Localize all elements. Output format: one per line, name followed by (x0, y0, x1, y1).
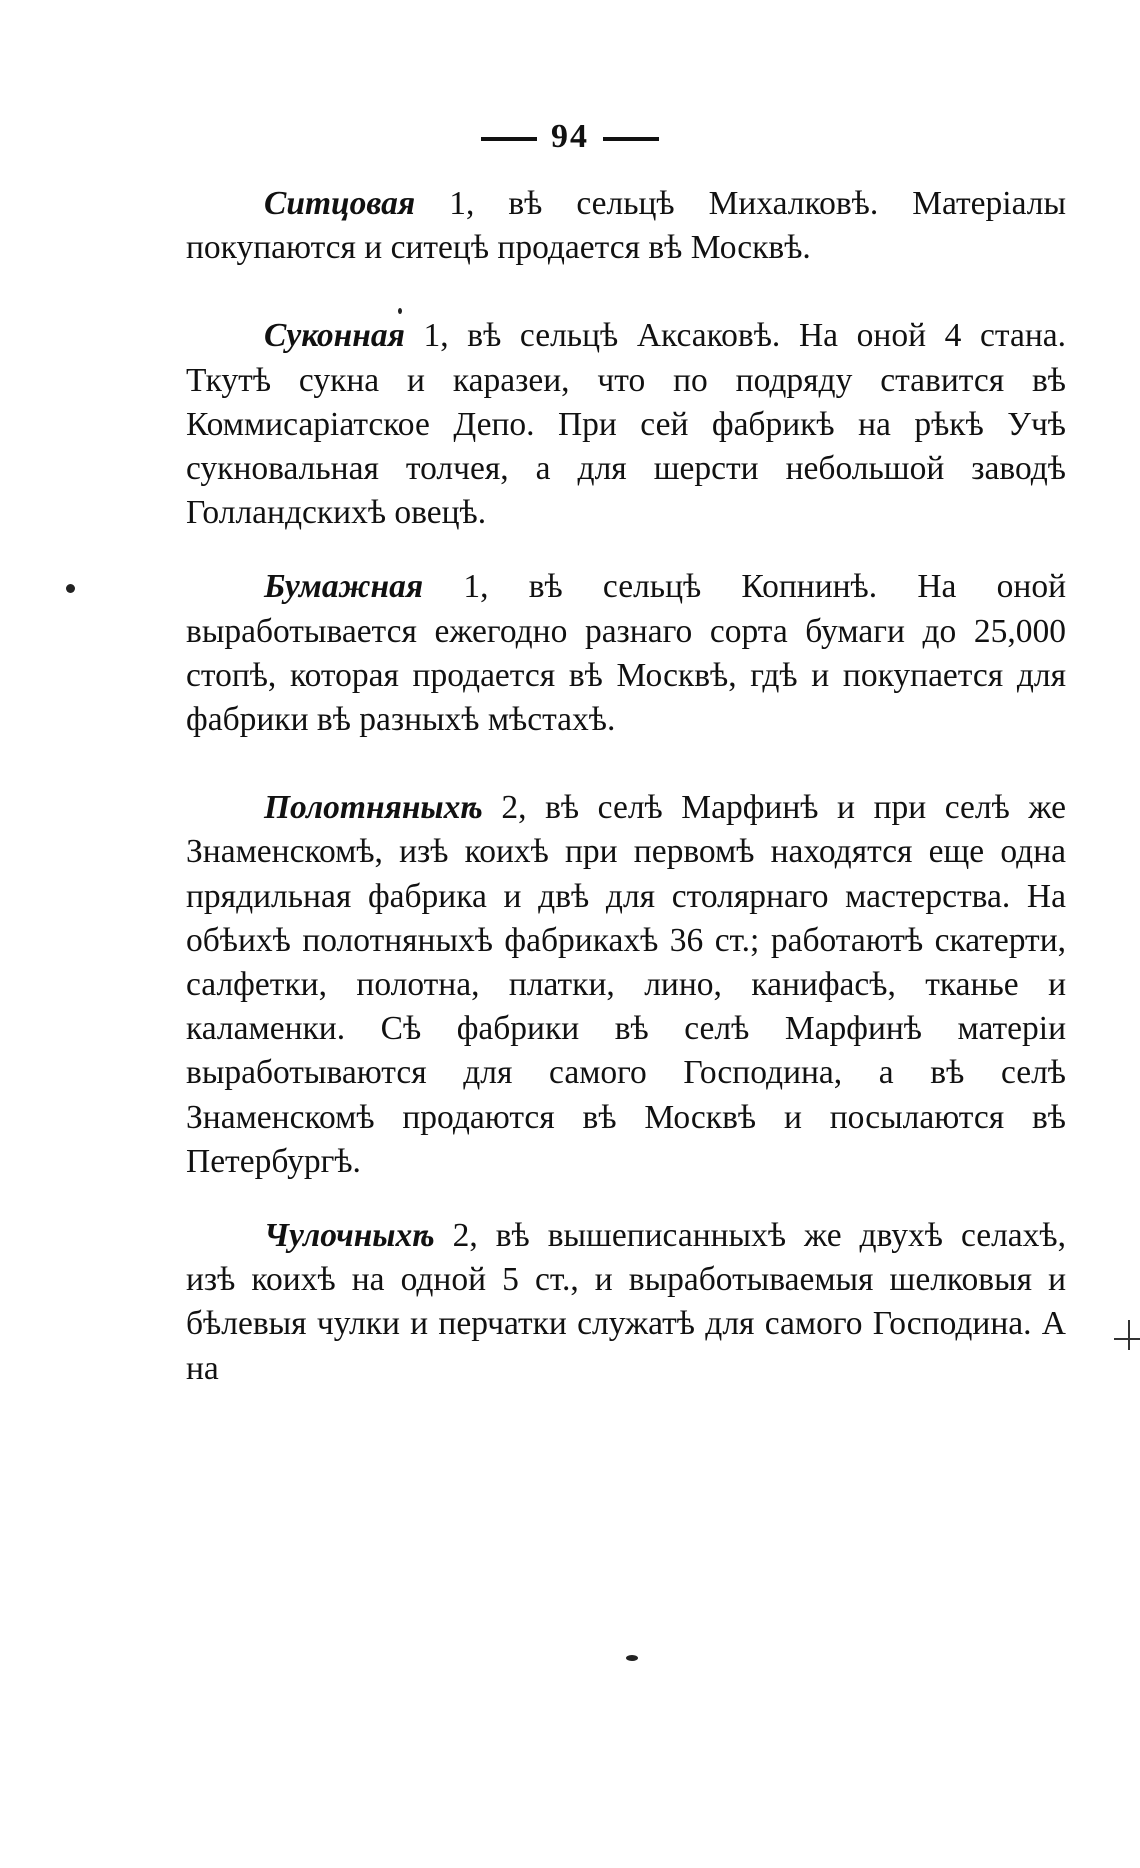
paragraph-paper-factory (186, 565, 1066, 742)
paragraph-stocking-factories (186, 1214, 1066, 1391)
ink-speck (66, 584, 75, 593)
paragraph-cloth-factory (186, 314, 1066, 535)
page-number: 94 (551, 118, 589, 155)
paragraph-text: 2, вѣ селѣ Марфинѣ и при селѣ же Знаменскомѣ, изѣ коихѣ при первомѣ находятся еще одна прядильная фабрика и двѣ для столярнаго мастерства. На обѣихѣ полотняныхѣ фабрикахѣ 36 ст.; работаютѣ скатерти, салфетки, полотна, платки, лино, канифасѣ, тканье и каламенки. Сѣ фабрики вѣ селѣ Марфинѣ матерiи выработываются для самого Господина, а вѣ селѣ Знаменскомѣ продаются вѣ Москвѣ и посылаются вѣ Петербургѣ. (186, 789, 1066, 1180)
margin-mark (1114, 1338, 1140, 1340)
ink-speck (626, 1655, 638, 1661)
ink-speck (398, 308, 402, 314)
page-header (0, 118, 1140, 156)
paragraph-lead-word: Бумажная (264, 568, 424, 606)
paragraph-lead-word: Суконная (264, 317, 405, 355)
paragraph-text: 1, вѣ сельцѣ Михалковѣ. Матерiалы покупаются и ситецѣ продается вѣ Москвѣ. (186, 185, 1066, 267)
header-dash-left (481, 137, 537, 141)
paragraph-text: 2, вѣ вышеписанныхѣ же двухѣ селахѣ, изѣ коихѣ на одной 5 ст., и выработываемыя шелковыя и бѣлевыя чулки и перчатки служатѣ для самого Господина. А на (186, 1217, 1066, 1387)
paragraph-text: 1, вѣ сельцѣ Аксаковѣ. На оной 4 стана. Ткутѣ сукна и каразеи, что по подряду ставится вѣ Коммисарiатское Депо. При сей фабрикѣ на рѣкѣ Учѣ сукновальная толчея, а для шерсти небольшой заводѣ Голландскихѣ овецѣ. (186, 317, 1066, 532)
paragraph-chintz-factory (186, 182, 1066, 270)
paragraph-lead-word: Ситцовая (264, 185, 416, 222)
page-body (186, 182, 1066, 1391)
header-dash-right (603, 137, 659, 141)
paragraph-linen-factories (186, 786, 1066, 1184)
margin-mark (1128, 1320, 1130, 1350)
paragraph-lead-word: Полотняныхѣ (264, 789, 483, 827)
paragraph-lead-word: Чулочныхѣ (264, 1217, 435, 1255)
paragraph-text: 1, вѣ сельцѣ Копнинѣ. На оной выработывается ежегодно разнаго сорта бумаги до 25,000 стопѣ, которая продается вѣ Москвѣ, гдѣ и покупается для фабрики вѣ разныхѣ мѣстахѣ. (186, 568, 1066, 739)
